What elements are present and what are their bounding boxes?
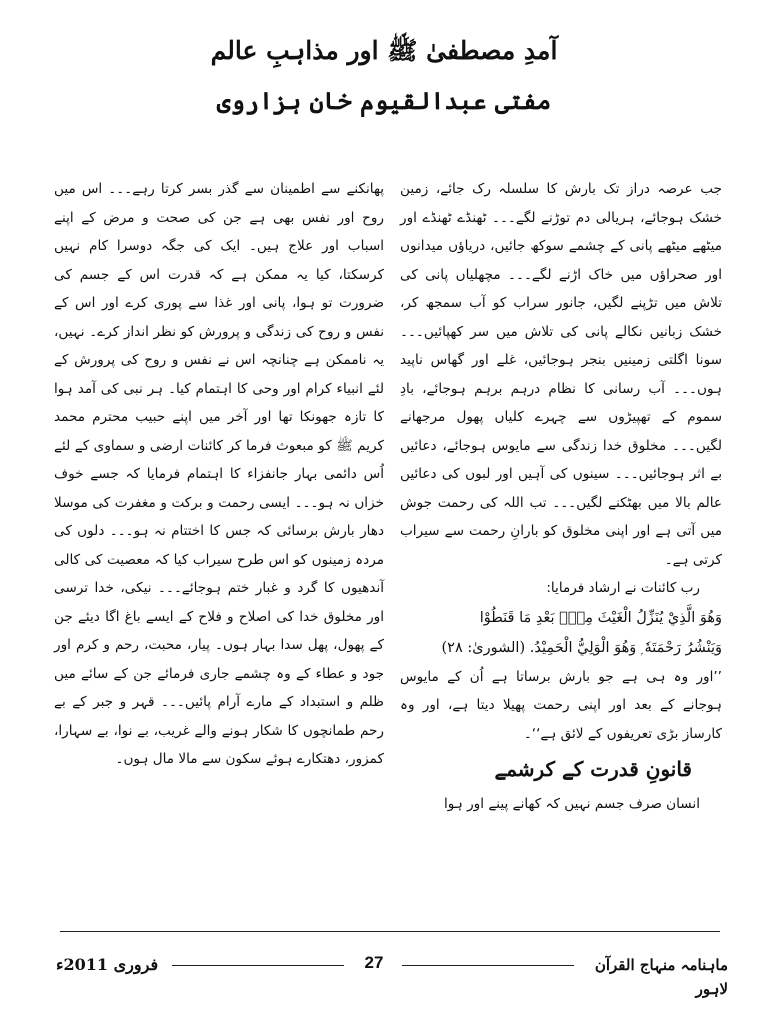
magazine-name: ماہنامہ منہاج القرآن لاہور bbox=[594, 956, 728, 998]
verse-translation: ’’اور وہ ہی ہے جو بارش برساتا ہے اُن کے مایوس ہوجانے کے بعد اور اپنی رحمت پھیلا دیتا ہے، اور وہ کارساز بڑی تعریفوں کے لائق ہے‘‘۔ bbox=[400, 668, 722, 742]
page-number: 27 bbox=[364, 953, 384, 972]
section-paragraph: انسان صرف جسم نہیں کہ کھانے پینے اور ہوا bbox=[444, 796, 700, 812]
opening-paragraph: جب عرصہ دراز تک بارش کا سلسلہ رک جائے، زمین خشک ہوجائے، ہریالی دم توڑنے لگے۔۔۔ ٹھنڈے ٹھنڈے اور میٹھے میٹھے پانی کے چشمے سوکھ جائیں، دریاؤں میدانوں اور صحراؤں میں خاک اڑنے لگے۔۔۔ مچھلیاں پانی کی تلاش میں تڑپنے لگیں، جانور سراب کو آب سمجھ کر، خشک زبانیں نکالے پانی کی تلاش میں سر کھپائیں۔۔۔ سونا اگلتی زمینیں بنجر ہوجائیں، غلے اور گھاس ناپید ہوں۔۔۔ آب رسانی کا نظام درہم برہم ہوجائے، بادِ سموم کے تھپیڑوں سے چہرے کلیاں پھول مرجھانے لگیں۔۔۔ مخلوق خدا زندگی سے مایوس ہوجائے، دعائیں بے اثر ہوجائیں۔۔۔ سینوں کی آہیں اور لبوں کی دعائیں عالم بالا میں بھٹکنے لگیں۔۔۔ تب اللہ کی رحمت جوش میں آتی ہے اور اپنی مخلوق کو بارانِ رحمت سے سیراب کرتی ہے۔ bbox=[400, 181, 722, 568]
verse-intro: رب کائنات نے ارشاد فرمایا: bbox=[546, 580, 700, 596]
left-column bbox=[54, 175, 384, 774]
issue-date: فروری 2011ء bbox=[56, 955, 159, 974]
article-author: مفتی عبدالقیوم خان ہزاروی bbox=[216, 86, 552, 115]
right-column bbox=[400, 175, 722, 819]
footer-divider bbox=[60, 931, 720, 932]
footer-line-left bbox=[172, 965, 344, 966]
continued-paragraph: پھانکنے سے اطمینان سے گذر بسر کرتا رہے۔۔۔ اس میں روح اور نفس بھی ہے جن کی صحت و مرض کے اپنے اسباب اور علاج ہیں۔ ایک کی جگہ دوسرا کام نہیں کرسکتا، کیا یہ ممکن ہے کہ قدرت اس کے جسم کی ضرورت تو ہوا، پانی اور غذا سے پوری کرے اور اس کے نفس و روح کی زندگی و پرورش کو نظر انداز کرے۔ نہیں، یہ ناممکن ہے چنانچہ اس نے نفس و روح کی پرورش کے لئے انبیاء کرام اور وحی کا اہتمام کیا۔ ہر نبی کی آمد ہوا کا تازہ جھونکا تھا اور آخر میں اپنے حبیب محترم محمد کریم ﷺ کو مبعوث فرما کر کائنات ارضی و سماوی کے لئے اُس دائمی بہار جانفزاء کا اہتمام فرمایا کہ جسے خوف خزاں نہ ہو۔۔۔ ایسی رحمت و برکت و مغفرت کی موسلا دھار بارش برسائی کہ جس کا اختتام نہ ہو۔۔۔ دلوں کی مردہ زمینوں کو اس طرح سیراب کیا کہ معصیت کی کالی آندھیوں کا گرد و غبار ختم ہوجائے۔۔۔ نیکی، خدا ترسی اور مخلوق خدا کی اصلاح و فلاح کے ایسے باغ اگا دیئے جن کے پھول، پھل سدا بہار ہوں۔ پیار، محبت، رحم و کرم اور جود و عطاء کے وہ چشمے جاری فرمائے جن کے سائے میں ظلم و استبداد کے مارے آرام پائیں۔۔۔ قہر و جبر کے بے رحم طمانچوں کا شکار ہونے والے غریب، بے نوا، بے سہارا، کمزور، دھتکارے ہوئے سکون سے مالا مال ہوں۔ bbox=[54, 181, 384, 767]
quran-verse-line-2: وَيَنْشُرُ رَحْمَتَهٗ ۭ وَهُوَ الْوَلِيُّ الْحَمِيْدُ. (الشوریٰ: ۲۸) bbox=[441, 639, 722, 656]
article-title: آمدِ مصطفیٰ ﷺ اور مذاہبِ عالم bbox=[210, 36, 558, 65]
section-heading: قانونِ قدرت کے کرشمے bbox=[494, 757, 692, 781]
footer-line-right bbox=[402, 965, 574, 966]
quran-verse-line-1: وَهُوَ الَّذِيْ يُنَزِّلُ الْغَيْثَ مِنْۢ بَعْدِ مَا قَنَطُوْا bbox=[479, 609, 722, 626]
